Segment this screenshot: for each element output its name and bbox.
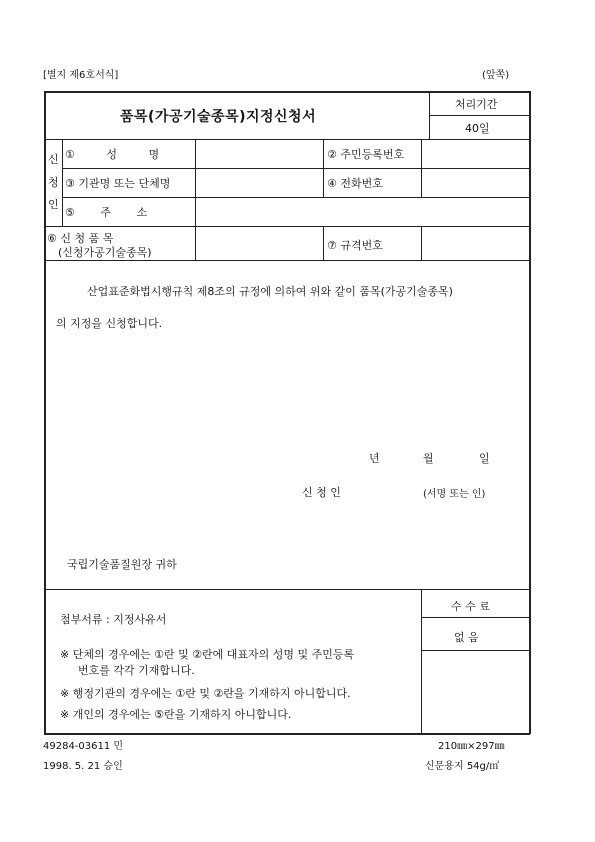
date-day: 일: [479, 452, 490, 465]
addressee: 국립기술품질원장 귀하: [67, 558, 177, 571]
processing-period-label: 처리기간: [455, 98, 498, 111]
fee-label: 수 수 료: [451, 600, 490, 613]
form-title: 품목(가공기술종목)지정신청서: [120, 109, 317, 125]
spec-number-field[interactable]: [424, 228, 528, 259]
note-1: ※ 단체의 경우에는 ①란 및 ②란에 대표자의 성명 및 주민등록: [60, 648, 355, 661]
page-side-label: (앞쪽): [482, 70, 510, 81]
phone-field[interactable]: [424, 170, 528, 196]
processing-period-value: 40일: [465, 122, 490, 135]
signature-note: (서명 또는 인): [423, 489, 486, 500]
form-number: [별지 제6호서식]: [43, 70, 119, 81]
form-code: 49284-03611 민: [43, 741, 124, 752]
item-label: ⑥ 신 청 품 목: [47, 232, 114, 245]
paper-size: 210㎜×297㎜: [438, 741, 505, 752]
address-field[interactable]: [198, 199, 528, 225]
name-field[interactable]: [198, 141, 321, 167]
note-2: ※ 행정기관의 경우에는 ①란 및 ②란을 기재하지 아니합니다.: [60, 687, 351, 700]
date-month: 월: [423, 452, 434, 465]
note-3: ※ 개인의 경우에는 ⑤란을 기재하지 아니합니다.: [60, 708, 292, 721]
resident-number-field[interactable]: [424, 141, 528, 167]
organization-label: ③ 기관명 또는 단체명: [65, 177, 171, 190]
attachments: 첨부서류 : 지정사유서: [60, 613, 167, 626]
note-1-continued: 번호를 각각 기재합니다.: [78, 664, 195, 677]
organization-field[interactable]: [198, 170, 321, 196]
paper-type: 신문용지 54g/㎡: [425, 761, 500, 772]
applicant-side-label-3: 인: [48, 198, 59, 211]
body-text-line-2: 의 지정을 신청합니다.: [56, 317, 163, 330]
fee-value: 없 음: [454, 631, 479, 644]
applicant-side-label-2: 청: [48, 176, 59, 189]
body-text-line-1: 산업표준화법시행규칙 제8조의 규정에 의하여 위와 같이 품목(가공기술종목): [87, 285, 453, 298]
applicant-side-label-1: 신: [48, 153, 59, 166]
name-label: ① 성 명: [65, 148, 163, 161]
phone-label: ④ 전화번호: [327, 177, 383, 190]
address-label: ⑤ 주 소: [65, 206, 148, 219]
spec-number-label: ⑦ 규격번호: [327, 239, 383, 252]
applicant-signature-label: 신 청 인: [302, 486, 341, 499]
resident-number-label: ② 주민등록번호: [327, 148, 405, 161]
approval-date: 1998. 5. 21 승인: [43, 761, 123, 772]
item-sublabel: (신청가공기술종목): [58, 246, 152, 259]
item-field[interactable]: [198, 228, 321, 259]
date-year: 년: [369, 452, 380, 465]
